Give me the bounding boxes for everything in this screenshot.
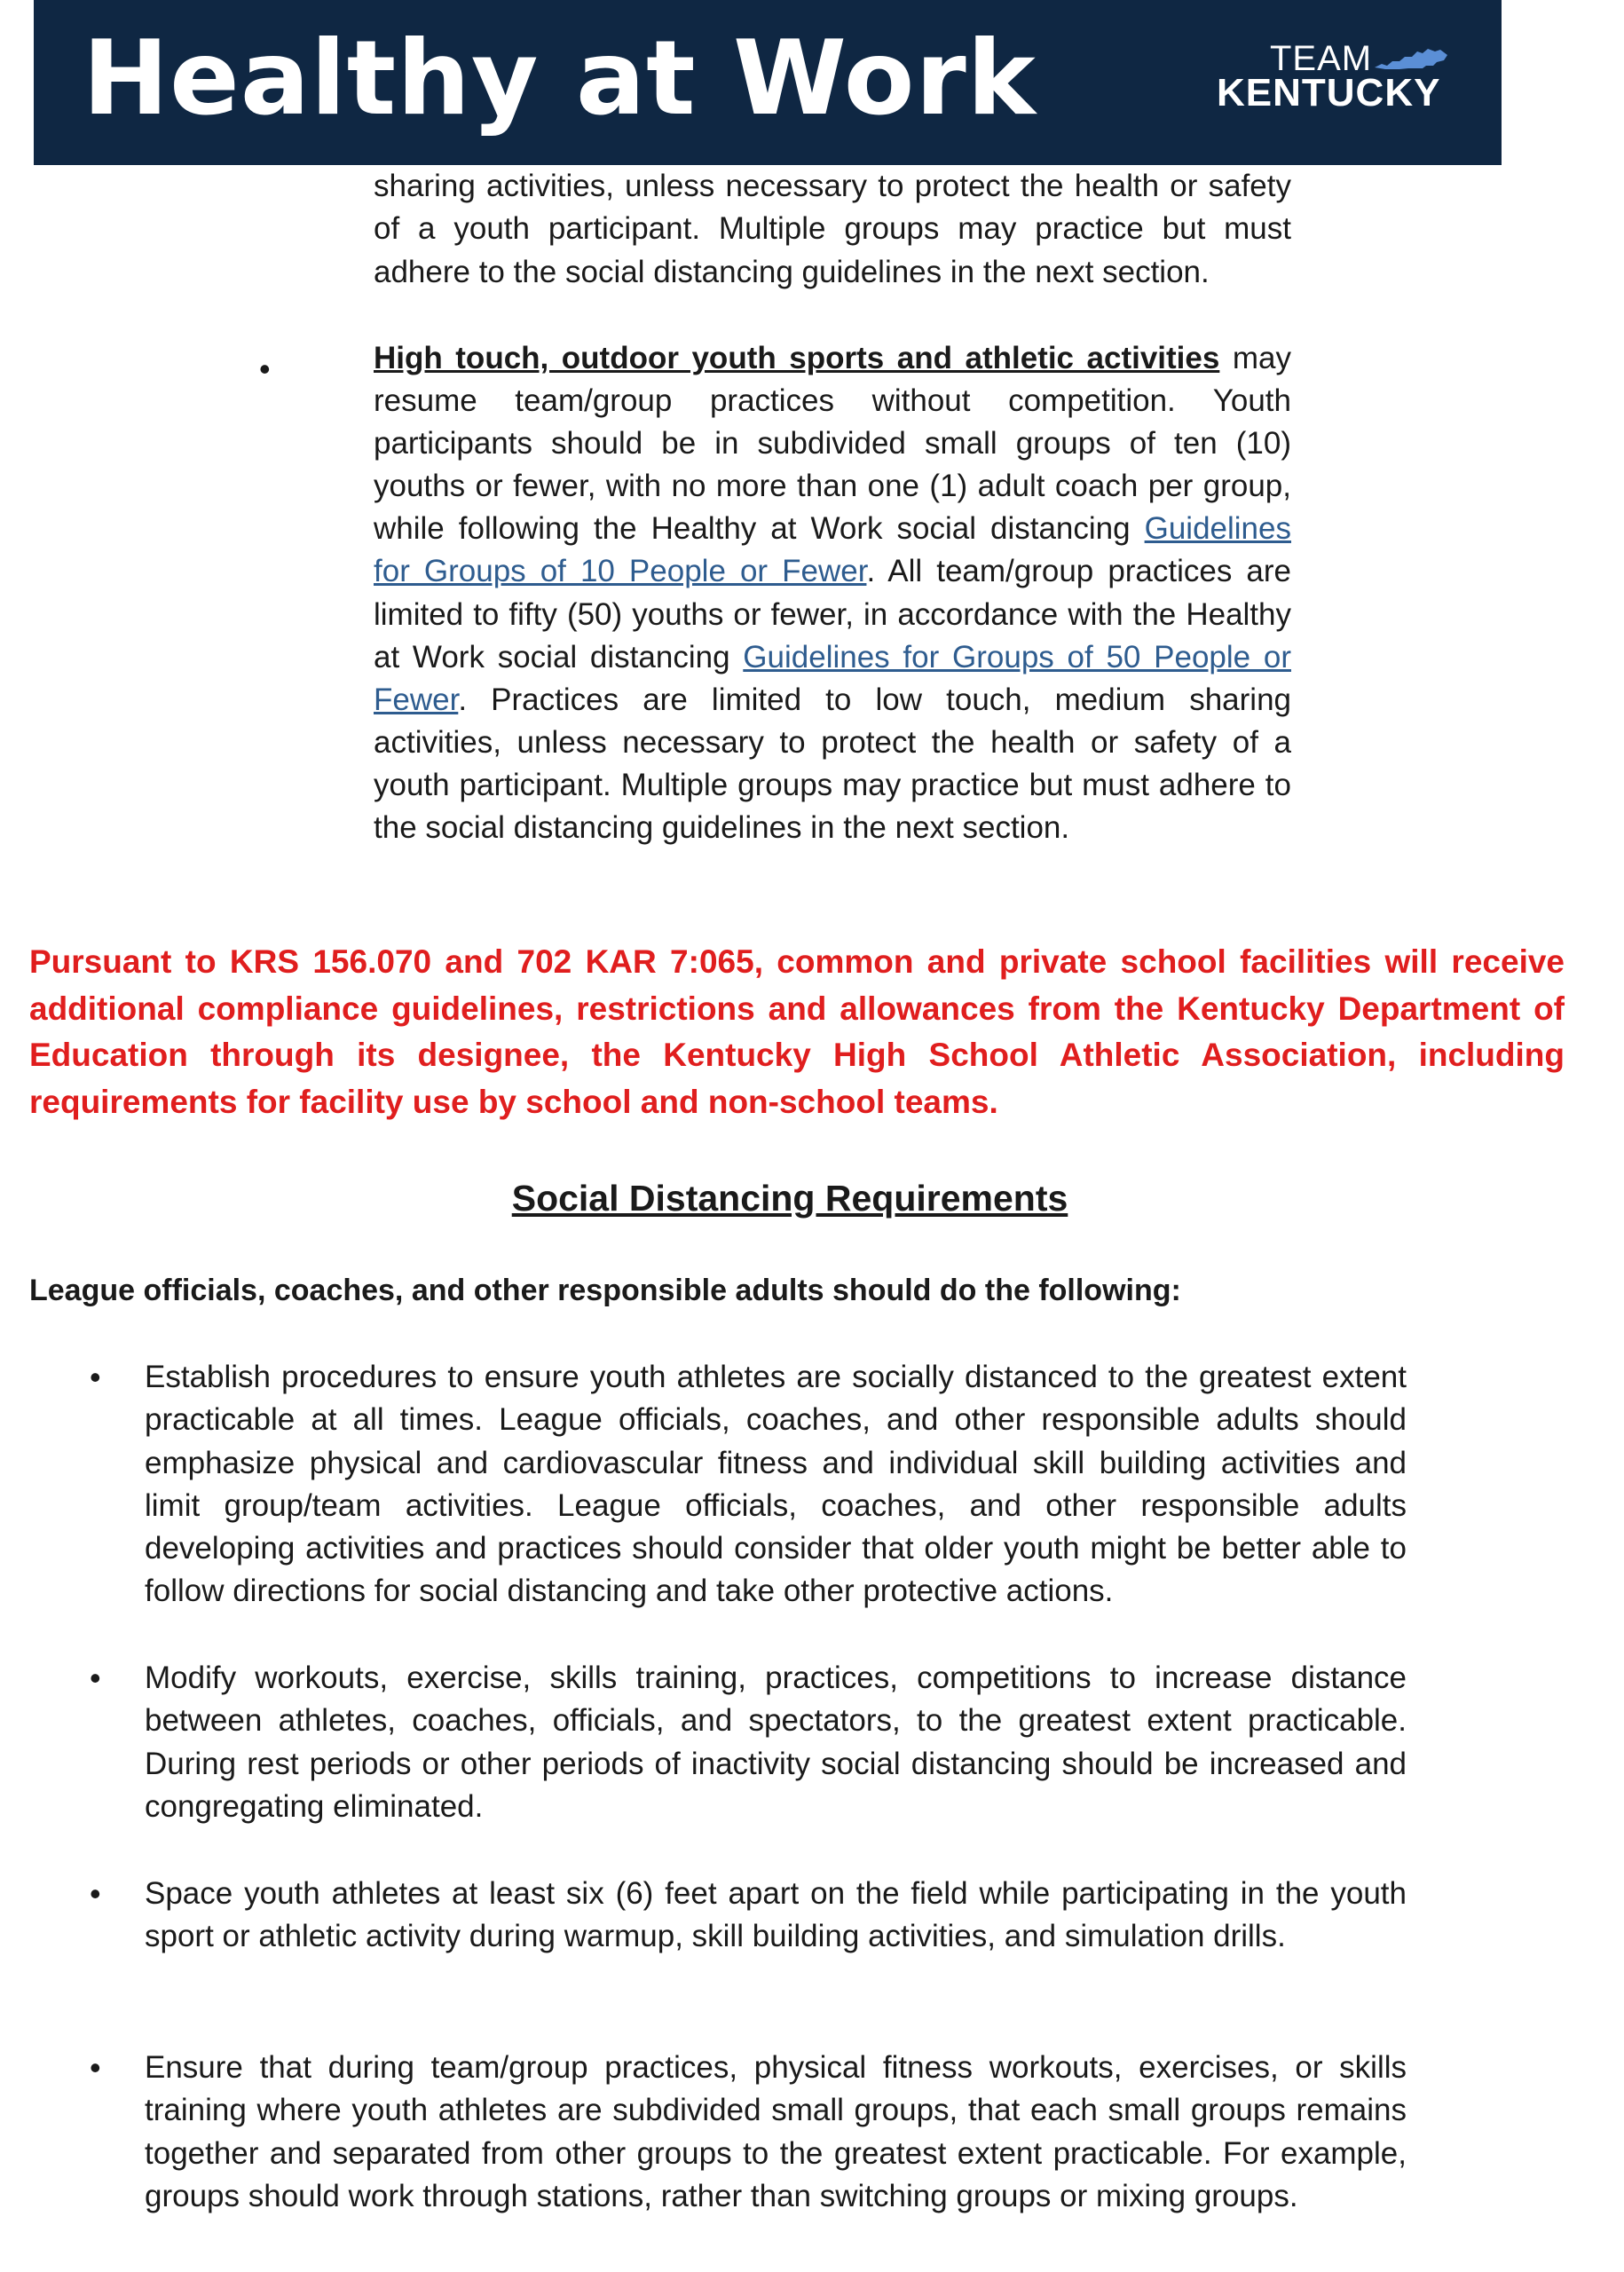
list-item: • Establish procedures to ensure youth athletes are socially distanced to the greatest extent practicable at all times. League officials, coaches, and other responsible adults should emphasize physical and cardiovascular fitness and individual skill building activities and limit group/team activities. League officials, coaches, and other responsible adults developing activities and practices should consider that older youth might be better able to follow directions for social distancing and take other protective actions.: [145, 1356, 1407, 1613]
bullet-marker: •: [259, 351, 271, 387]
guidelines-10-link[interactable]: Guidelines for Groups of 10 People or Fewer: [374, 511, 1291, 589]
logo-team-text: TEAM: [1270, 39, 1373, 78]
list-item: • Modify workouts, exercise, skills training, practices, competitions to increase distance between athletes, coaches, officials, and spectators, to the greatest extent practicable. During rest periods or other periods of inactivity social distancing should be increased and congregating eliminated.: [145, 1657, 1407, 1828]
section-heading: Social Distancing Requirements: [511, 1178, 1068, 1219]
continuation-paragraph: sharing activities, unless necessary to protect the health or safety of a youth participant. Multiple groups may practice but must adhere to the social distancing guidelines in the next section.: [374, 169, 1291, 289]
guidelines-50-link[interactable]: Guidelines for Groups of 50 People or Fewer: [374, 639, 1291, 717]
team-kentucky-logo: [1217, 39, 1483, 128]
high-touch-text-1: may resume team/group practices without competition. Youth participants should be in subdivided small groups of ten (10) youths or fewer, with no more than one (1) adult coach per group, while following the Healthy at Work social distancing: [374, 341, 1291, 547]
high-touch-text-3: . Practices are limited to low touch, medium sharing activities, unless necessary to protect the health or safety of a youth participant. Multiple groups may practice but must adhere to the social distancing guidelines in the next section.: [374, 682, 1291, 846]
logo-kentucky-text: KENTUCKY: [1217, 71, 1441, 114]
banner-title: Healthy at Work: [83, 19, 1037, 138]
header-banner: [34, 0, 1502, 165]
requirements-intro: League officials, coaches, and other responsible adults should do the following:: [29, 1274, 1181, 1307]
high-touch-lead: High touch, outdoor youth sports and athletic activities: [374, 341, 1220, 375]
high-touch-text-2: . All team/group practices are limited to fifty (50) youths or fewer, in accordance with the Healthy at Work social distancing: [374, 554, 1291, 674]
kentucky-state-shape-icon: [1373, 46, 1449, 71]
list-item: • Space youth athletes at least six (6) feet apart on the field while participating in the youth sport or athletic activity during warmup, skill building activities, and simulation drills.: [145, 1873, 1407, 1959]
list-item: • Ensure that during team/group practices, physical fitness workouts, exercises, or skills training where youth athletes are subdivided small groups, that each small groups remains together and separated from other groups to the greatest extent practicable. For example, groups should work through stations, rather than switching groups or mixing groups.: [145, 2047, 1407, 2218]
high-touch-paragraph: [374, 337, 1291, 849]
krs-notice: Pursuant to KRS 156.070 and 702 KAR 7:065, common and private school facilities will receive additional compliance guidelines, restrictions and allowances from the Kentucky Department of Education through its designee, the Kentucky High School Athletic Association, including requirements for facility use by school and non-school teams.: [29, 943, 1565, 1120]
